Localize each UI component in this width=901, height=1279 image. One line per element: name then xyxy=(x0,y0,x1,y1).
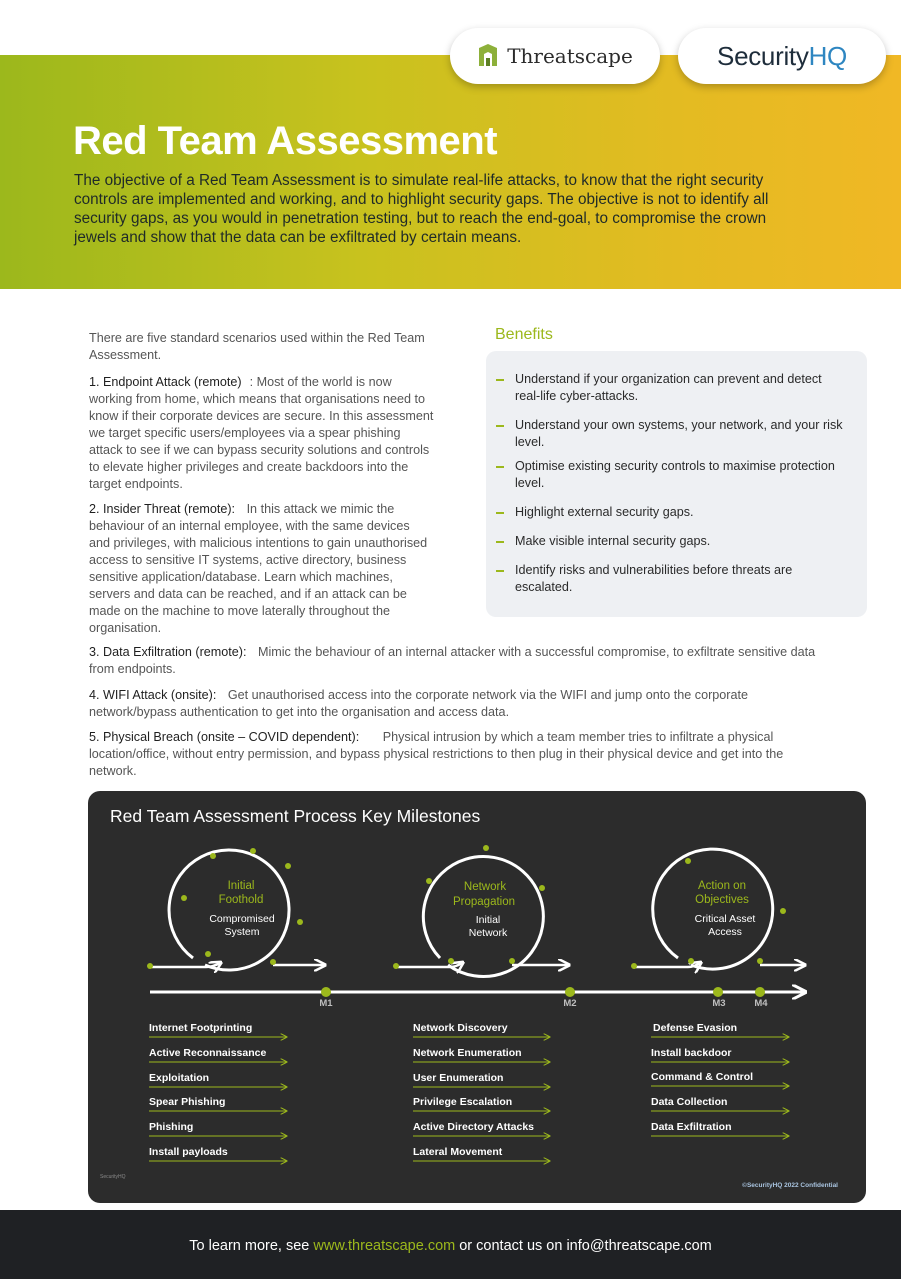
phase-title-line: Action on xyxy=(698,880,746,892)
activity-label: Install payloads xyxy=(149,1146,228,1158)
footer-prefix: To learn more, see xyxy=(189,1238,314,1254)
footer-middle: or contact us on xyxy=(455,1238,567,1254)
bullet-dash-icon xyxy=(496,570,504,572)
securityhq-accent: HQ xyxy=(808,40,847,71)
phase-title-line: Foothold xyxy=(218,894,264,906)
activity-label: User Enumeration xyxy=(413,1072,504,1084)
milestone-dot xyxy=(321,987,331,997)
milestone-label: M4 xyxy=(754,998,768,1009)
scenario-title: 4. WIFI Attack (onsite): xyxy=(89,688,217,702)
hero-description: The objective of a Red Team Assessment is to simulate real-life attacks, to know that the right security controls are implemented and working, and to highlight security gaps. The objective is not to identify all security gaps, as you would in penetration testing, but to reach the end-goal, to compromise the crown jewels and show that the data can be exfiltrated by certain means. xyxy=(74,172,769,246)
scenario-text: Mimic the behaviour of an internal attacker with a successful compromise, to exfiltrate sensitive data from endpoints. xyxy=(89,645,816,676)
milestone-label: M2 xyxy=(563,998,577,1009)
phase-sub-line: Critical Asset xyxy=(694,913,756,925)
milestone-label: M3 xyxy=(712,998,726,1009)
activity-label: Defense Evasion xyxy=(653,1022,738,1034)
scenario-3 xyxy=(89,644,829,678)
activity-column-2 xyxy=(413,1022,549,1161)
scenario-title: 5. Physical Breach (onsite – COVID dependent): xyxy=(89,730,360,744)
bullet-dash-icon xyxy=(496,379,504,381)
activity-label: Command & Control xyxy=(651,1071,754,1083)
activity-label: Exploitation xyxy=(149,1072,210,1084)
scenario-4 xyxy=(89,687,789,721)
bullet-dash-icon xyxy=(496,512,504,514)
threatscape-logo xyxy=(450,28,660,84)
activity-label: Data Collection xyxy=(651,1096,728,1108)
activity-label: Internet Footprinting xyxy=(149,1022,253,1034)
activity-label: Network Enumeration xyxy=(413,1047,522,1059)
scenario-separator: : xyxy=(249,375,254,389)
benefit-item: Identify risks and vulnerabilities before threats are escalated. xyxy=(515,563,793,594)
activity-label: Spear Phishing xyxy=(149,1096,226,1108)
phase-title-line: Initial xyxy=(227,880,255,892)
phase-sub-line: Initial xyxy=(475,914,501,926)
securityhq-logo xyxy=(678,28,886,84)
benefit-item: Highlight external security gaps. xyxy=(515,505,694,519)
activity-label: Phishing xyxy=(149,1121,194,1133)
phase-title-line: Network xyxy=(463,881,507,893)
hero-banner xyxy=(0,55,901,289)
milestone-dot xyxy=(565,987,575,997)
activity-label: Active Directory Attacks xyxy=(413,1121,534,1133)
phase-title-line: Objectives xyxy=(695,894,749,906)
phase-sub-line: Compromised xyxy=(209,913,275,925)
activity-label: Data Exfiltration xyxy=(651,1121,732,1133)
benefit-item: Optimise existing security controls to maximise protection level. xyxy=(515,459,835,490)
website-link[interactable]: www.threatscape.com xyxy=(313,1238,456,1254)
activity-label: Active Reconnaissance xyxy=(149,1047,267,1059)
scenario-1 xyxy=(89,374,434,493)
scenario-text: In this attack we mimic the behaviour of an internal employee, with the same devices and privileges, with malicious intentions to gain unauthorised access to sensitive IT systems, active directory, business sensitive application/database. Learn which machines, servers and data can be reached, and if an attack can be made on the machine to move laterally throughout the organisation. xyxy=(89,502,428,635)
copyright-note: ©SecurityHQ 2022 Confidential xyxy=(742,1182,838,1189)
small-brand-mark: SecurityHQ xyxy=(100,1174,126,1180)
bullet-dash-icon xyxy=(496,541,504,543)
bullet-dash-icon xyxy=(496,425,504,427)
benefit-item: Understand your own systems, your network, and your risk level. xyxy=(515,418,843,449)
milestone-label: M1 xyxy=(319,998,333,1009)
threatscape-mark-icon xyxy=(477,44,499,68)
phase-2-cycle xyxy=(393,845,568,977)
phase-title-line: Propagation xyxy=(452,896,516,908)
milestones-title: Red Team Assessment Process Key Milestones xyxy=(110,806,481,826)
phase-sub-line: Network xyxy=(468,927,508,939)
scenario-text: Get unauthorised access into the corporate network via the WIFI and jump onto the corporate network/bypass authentication to get into the organisation and access data. xyxy=(89,688,749,719)
scenario-5 xyxy=(89,729,829,780)
cycle-arc xyxy=(653,849,773,969)
scenario-2 xyxy=(89,501,434,637)
activity-label: Lateral Movement xyxy=(413,1146,503,1158)
scenario-title: 1. Endpoint Attack (remote) xyxy=(89,375,242,389)
phase-3-cycle xyxy=(631,849,804,969)
activity-label: Privilege Escalation xyxy=(413,1096,513,1108)
page-title: Red Team Assessment xyxy=(73,119,498,163)
activity-label: Install backdoor xyxy=(651,1047,732,1059)
scenario-title: 2. Insider Threat (remote): xyxy=(89,502,236,516)
milestones-diagram xyxy=(88,791,866,1203)
intro-text: There are five standard scenarios used within the Red Team Assessment. xyxy=(89,331,425,362)
milestone-dot xyxy=(755,987,765,997)
benefit-item: Understand if your organization can prevent and detect real-life cyber-attacks. xyxy=(515,372,822,403)
benefits-title: Benefits xyxy=(495,326,553,343)
phase-sub-line: System xyxy=(224,926,260,938)
securityhq-wordmark xyxy=(717,41,847,72)
entry-arrow xyxy=(150,963,220,967)
scenario-text: Most of the world is now working from home, which means that organisations need to know if their corporate devices are secure. In this assessment we target specific users/employees via a spear phishing attack to see if we can bypass security solutions and controls to elevate higher privileges and create backdoors into the target endpoints. xyxy=(89,375,434,491)
cycle-arc xyxy=(169,850,289,970)
bullet-dash-icon xyxy=(496,466,504,468)
milestone-dot xyxy=(713,987,723,997)
threatscape-wordmark: Threatscape xyxy=(507,44,633,68)
activity-column-3 xyxy=(651,1022,788,1136)
footer-text xyxy=(0,1238,901,1254)
activity-label: Network Discovery xyxy=(413,1022,508,1034)
email-link[interactable]: info@threatscape.com xyxy=(566,1238,712,1254)
phase-1-cycle xyxy=(147,848,324,970)
phase-sub-line: Access xyxy=(708,926,742,938)
activity-column-1 xyxy=(149,1022,286,1161)
milestones-panel xyxy=(88,791,866,1203)
scenario-text: Physical intrusion by which a team member tries to infiltrate a physical location/office, without entry permission, and bypass physical restrictions to then plug in their physical device and get into the network. xyxy=(89,730,784,778)
footer-bar xyxy=(0,1210,901,1279)
benefit-item: Make visible internal security gaps. xyxy=(515,534,711,548)
scenario-title: 3. Data Exfiltration (remote): xyxy=(89,645,247,659)
securityhq-main: Security xyxy=(717,40,809,71)
